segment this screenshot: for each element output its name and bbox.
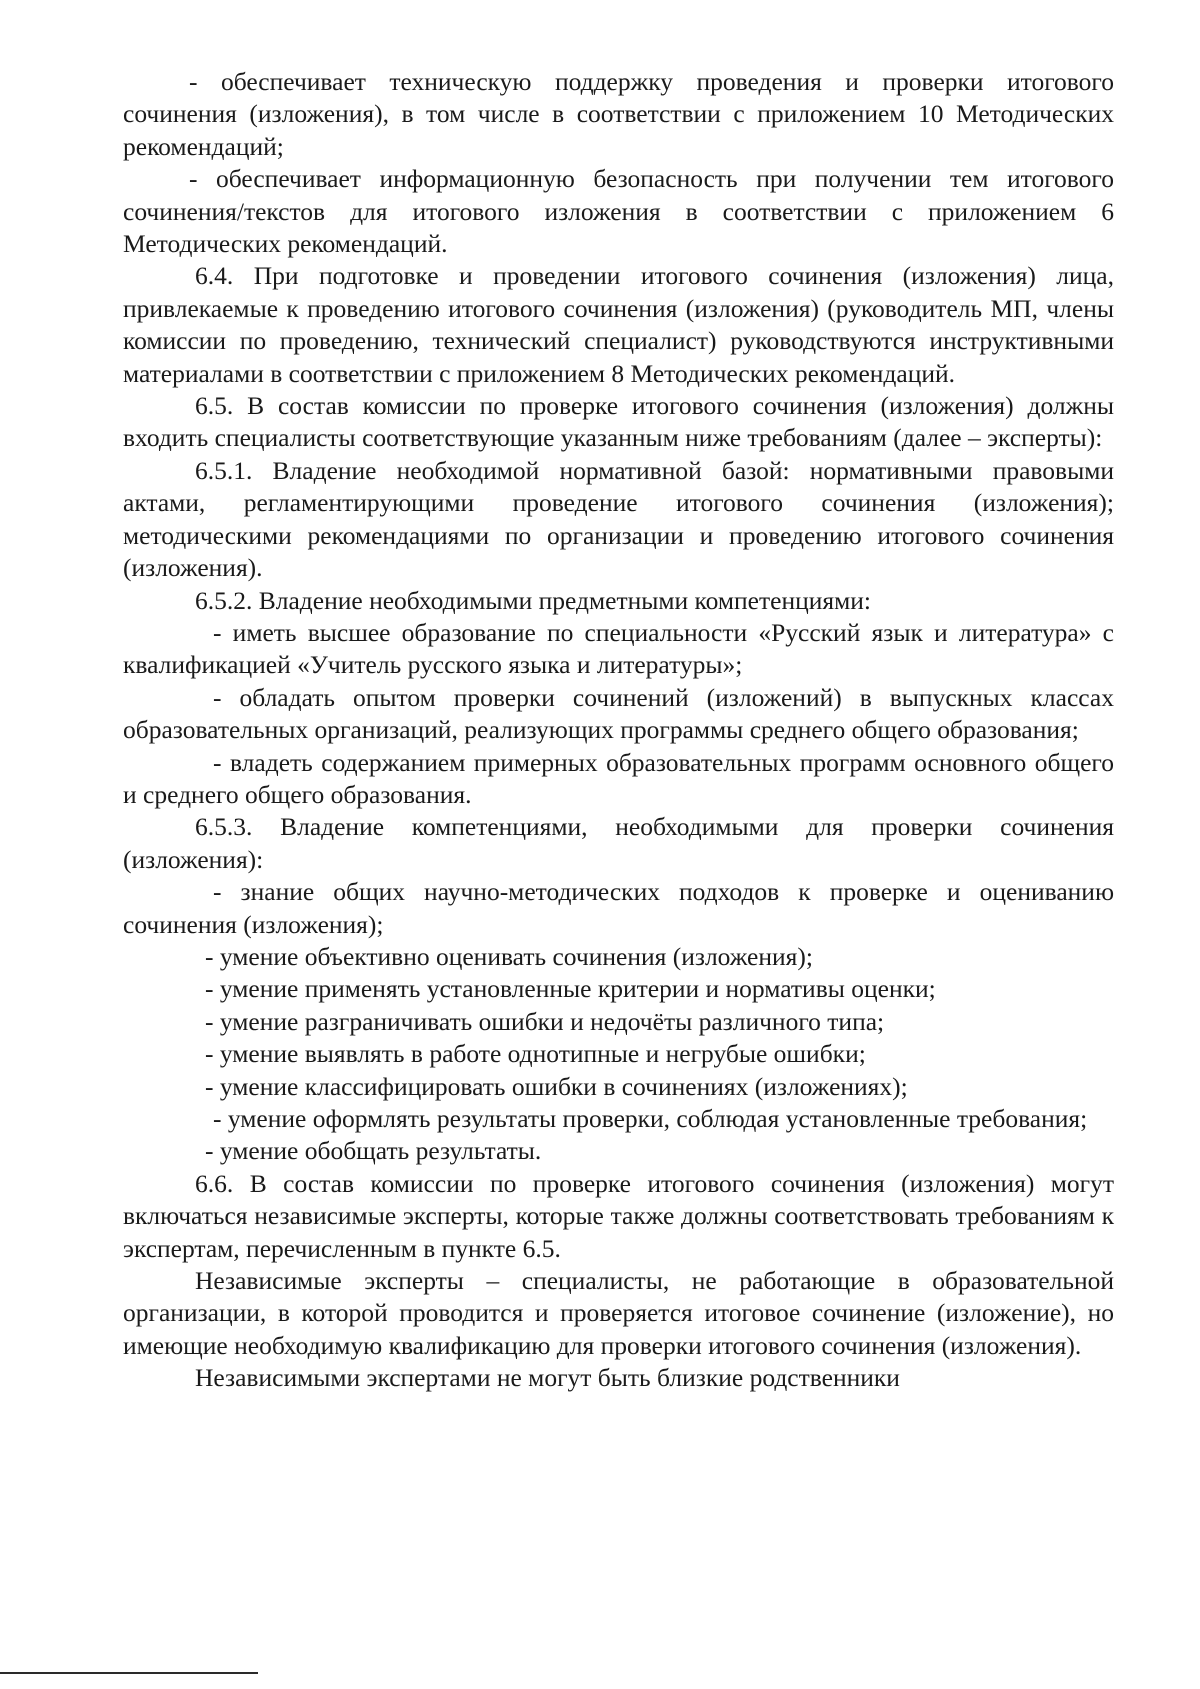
paragraph-6-4: 6.4. При подготовке и проведении итогового сочинения (изложения) лица, привлекаемые к проведению итогового сочинения (изложения) (руководитель МП, члены комиссии по проведению, технический специалист) руководствуются инструктивными материалами в соответствии с приложением 8 Методических рекомендаций. bbox=[123, 261, 1114, 388]
list-item-experience: - обладать опытом проверки сочинений (изложений) в выпускных классах образовательных организаций, реализующих программы среднего общего образования; bbox=[123, 682, 1114, 745]
document-body bbox=[123, 66, 1114, 1395]
list-item-distinguish-errors: - умение разграничивать ошибки и недочёты различного типа; bbox=[205, 1006, 885, 1036]
paragraph-info-security: - обеспечивает информационную безопасность при получении тем итогового сочинения/текстов для итогового изложения в соответствии с приложением 6 Методических рекомендаций. bbox=[123, 164, 1114, 259]
list-item-objective-assessment: - умение объективно оценивать сочинения (изложения); bbox=[205, 941, 813, 971]
list-item-classify-errors: - умение классифицировать ошибки в сочинениях (изложениях); bbox=[205, 1071, 908, 1101]
list-item-program-knowledge: - владеть содержанием примерных образовательных программ основного общего и среднего общего образования. bbox=[123, 747, 1114, 809]
paragraph-6-5: 6.5. В состав комиссии по проверке итогового сочинения (изложения) должны входить специалисты соответствующие указанным ниже требованиям (далее – эксперты): bbox=[123, 391, 1114, 453]
paragraph-tech-support: - обеспечивает техническую поддержку проведения и проверки итогового сочинения (изложения), в том числе в соответствии с приложением 10 Методических рекомендаций; bbox=[123, 67, 1114, 161]
list-item-format-results: - умение оформлять результаты проверки, соблюдая установленные требования; bbox=[213, 1104, 1088, 1133]
footnote-divider bbox=[0, 1672, 258, 1674]
paragraph-6-5-2: 6.5.2. Владение необходимыми предметными компетенциями: bbox=[195, 585, 871, 615]
paragraph-not-relatives: Независимыми экспертами не могут быть близкие родственники bbox=[195, 1363, 900, 1393]
paragraph-6-5-1: 6.5.1. Владение необходимой нормативной базой: нормативными правовыми актами, регламентирующими проведение итогового сочинения (изложения); методическими рекомендациями по организации и проведению итогового сочинения (изложения). bbox=[123, 455, 1114, 583]
list-item-approaches: - знание общих научно-методических подходов к проверке и оцениванию сочинения (изложения); bbox=[123, 877, 1114, 939]
list-item-summarize-results: - умение обобщать результаты. bbox=[205, 1136, 542, 1166]
list-item-identify-errors: - умение выявлять в работе однотипные и негрубые ошибки; bbox=[205, 1039, 866, 1069]
paragraph-6-6: 6.6. В состав комиссии по проверке итогового сочинения (изложения) могут включаться независимые эксперты, которые также должны соответствовать требованиям к экспертам, перечисленным в пункте 6.5. bbox=[123, 1168, 1114, 1263]
paragraph-6-5-3: 6.5.3. Владение компетенциями, необходимыми для проверки сочинения (изложения): bbox=[123, 812, 1114, 874]
list-item-higher-education: - иметь высшее образование по специальности «Русский язык и литература» с квалификацией «Учитель русского языка и литературы»; bbox=[123, 617, 1114, 680]
list-item-apply-criteria: - умение применять установленные критерии и нормативы оценки; bbox=[205, 974, 936, 1004]
paragraph-independent-experts: Независимые эксперты – специалисты, не работающие в образовательной организации, в которой проводится и проверяется итоговое сочинение (изложение), но имеющие необходимую квалификацию для проверки итогового сочинения (изложения). bbox=[123, 1266, 1114, 1360]
